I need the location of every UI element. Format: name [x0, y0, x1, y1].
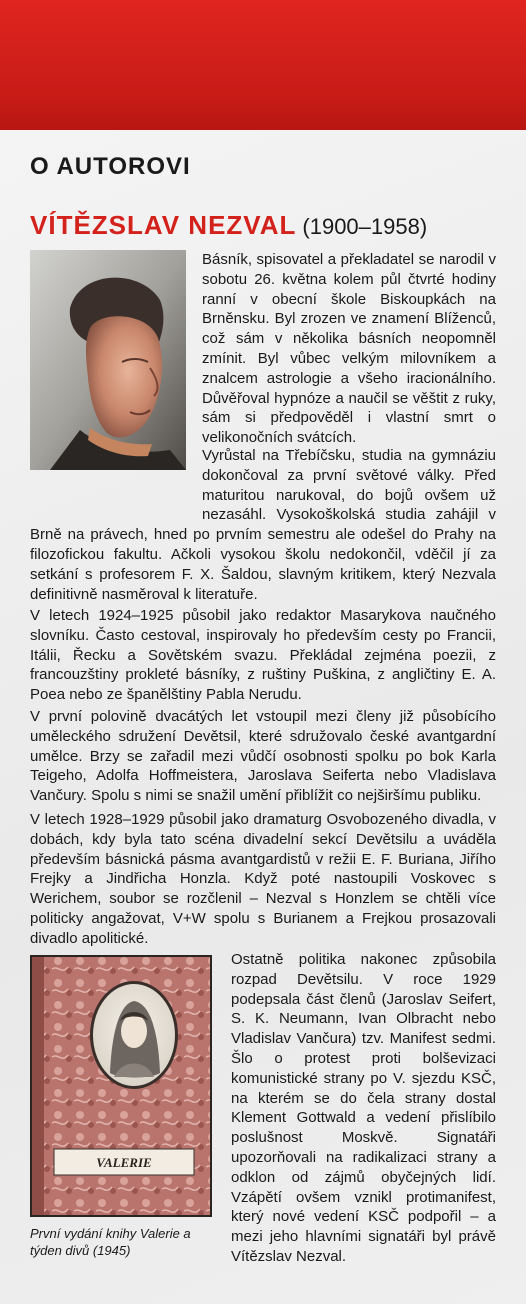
paragraph-devetsil: V první polovině dvacátých let vstoupil mezi členy již působícího uměleckého sdružení Devětsil, které sdružovalo české avantgardní umělce. Brzy se zařadil mezi vůdčí osobnosti spolku po bok Karla Teigeho, Adolfa Hoffmeistera, Jaroslava Seiferta nebo Vladislava Vančury. Spolu s nimi se snažil umění přiblížit co nejširšímu publiku.	[30, 708, 496, 805]
author-portrait-photo	[30, 250, 186, 470]
author-name: VÍTĚZSLAV NEZVAL	[30, 210, 297, 240]
portrait-wrap-spacer	[30, 446, 202, 506]
section-title: O AUTOROVI	[30, 153, 191, 180]
book-caption: První vydání knihy Valerie a týden divů (1945)	[30, 1226, 191, 1258]
book-cover-photo	[30, 955, 212, 1217]
paragraph-education-text: Vyrůstal na Třebíčsku, studia na gymnáziu dokončoval za první světové války. Před maturitou narukoval, do bojů ovšem už nezasáhl. Vysokoškolská studia zahájil v Brně na právech, hned po prvním semestru ale odešel do Prahy na filozofickou fakultu. Ačkoli vysokou školu nedokončil, vděčil jí za setkání s profesorem F. X. Šaldou, slavným kritikem, který Nezvala definitivně nasměroval k literatuře.	[30, 447, 496, 603]
paragraph-editor: V letech 1924–1925 působil jako redaktor Masarykova naučného slovníku. Často cestoval, inspirovaly ho především cesty po Francii, Itálii, Řecku a Sovětském svazu. Překládal zejména poezii, z francouzštiny prokleté básníky, z ruštiny Puškina, z angličtiny E. A. Poea nebo ze španělštiny Pabla Nerudu.	[30, 607, 496, 704]
red-header-band	[0, 0, 526, 130]
paragraph-education	[30, 446, 496, 604]
paragraph-politics: Ostatně politika nakonec způsobila rozpad Devětsilu. V roce 1929 podepsala část členů (Jaroslav Seifert, S. K. Neumann, Ivan Olbracht nebo Vladislav Vančura) tzv. Manifest sedmi. Šlo o protest proti bolševizaci komunistické strany po V. sjezdu KSČ, na kterém se do čela strany dostal Klement Gottwald a vedení přislíbilo poslušnost Moskvě. Signatáři upozorňovali na radikalizaci strany a odklon od zájmů obyčejných lidí. Vzápětí ovšem vznikl protimanifest, který nové vedení KSČ podpořil – a mezi jeho hlavními signatáři byl právě Vítězslav Nezval.	[231, 951, 496, 1265]
paragraph-birth: Básník, spisovatel a překladatel se narodil v sobotu 26. května kolem půl čtvrté hodiny ranní v obecní škole Biskoupkách na Brněnsku. Byl zrozen ve znamení Blíženců, což sám v několika básních neopomněl zmínit. Byl vůbec velkým milovníkem a znalcem astrologie a všeho iracionálního. Důvěřoval hypnóze a naučil se věštit z ruky, sám si předpověděl i vlastní smrt o velikonočních svátcích.	[202, 251, 496, 447]
author-years: (1900–1958)	[302, 214, 428, 239]
author-heading	[30, 210, 427, 241]
book-cover-title: VALERIE	[96, 1155, 152, 1170]
paragraph-theatre: V letech 1928–1929 působil jako dramaturg Osvobozeného divadla, v dobách, kdy byla tato scéna divadelní sekcí Devětsilu a uváděla především básnická pásma avantgardistů v režii E. F. Buriana, Jiřího Frejky a Jindřicha Honzla. Když poté nastoupili Voskovec s Werichem, soubor se rozčlenil – Nezval s Honzlem se chtěli více politicky angažovat, V+W spolu s Burianem a Frejkou prosazovali divadlo apolitické.	[30, 811, 496, 947]
